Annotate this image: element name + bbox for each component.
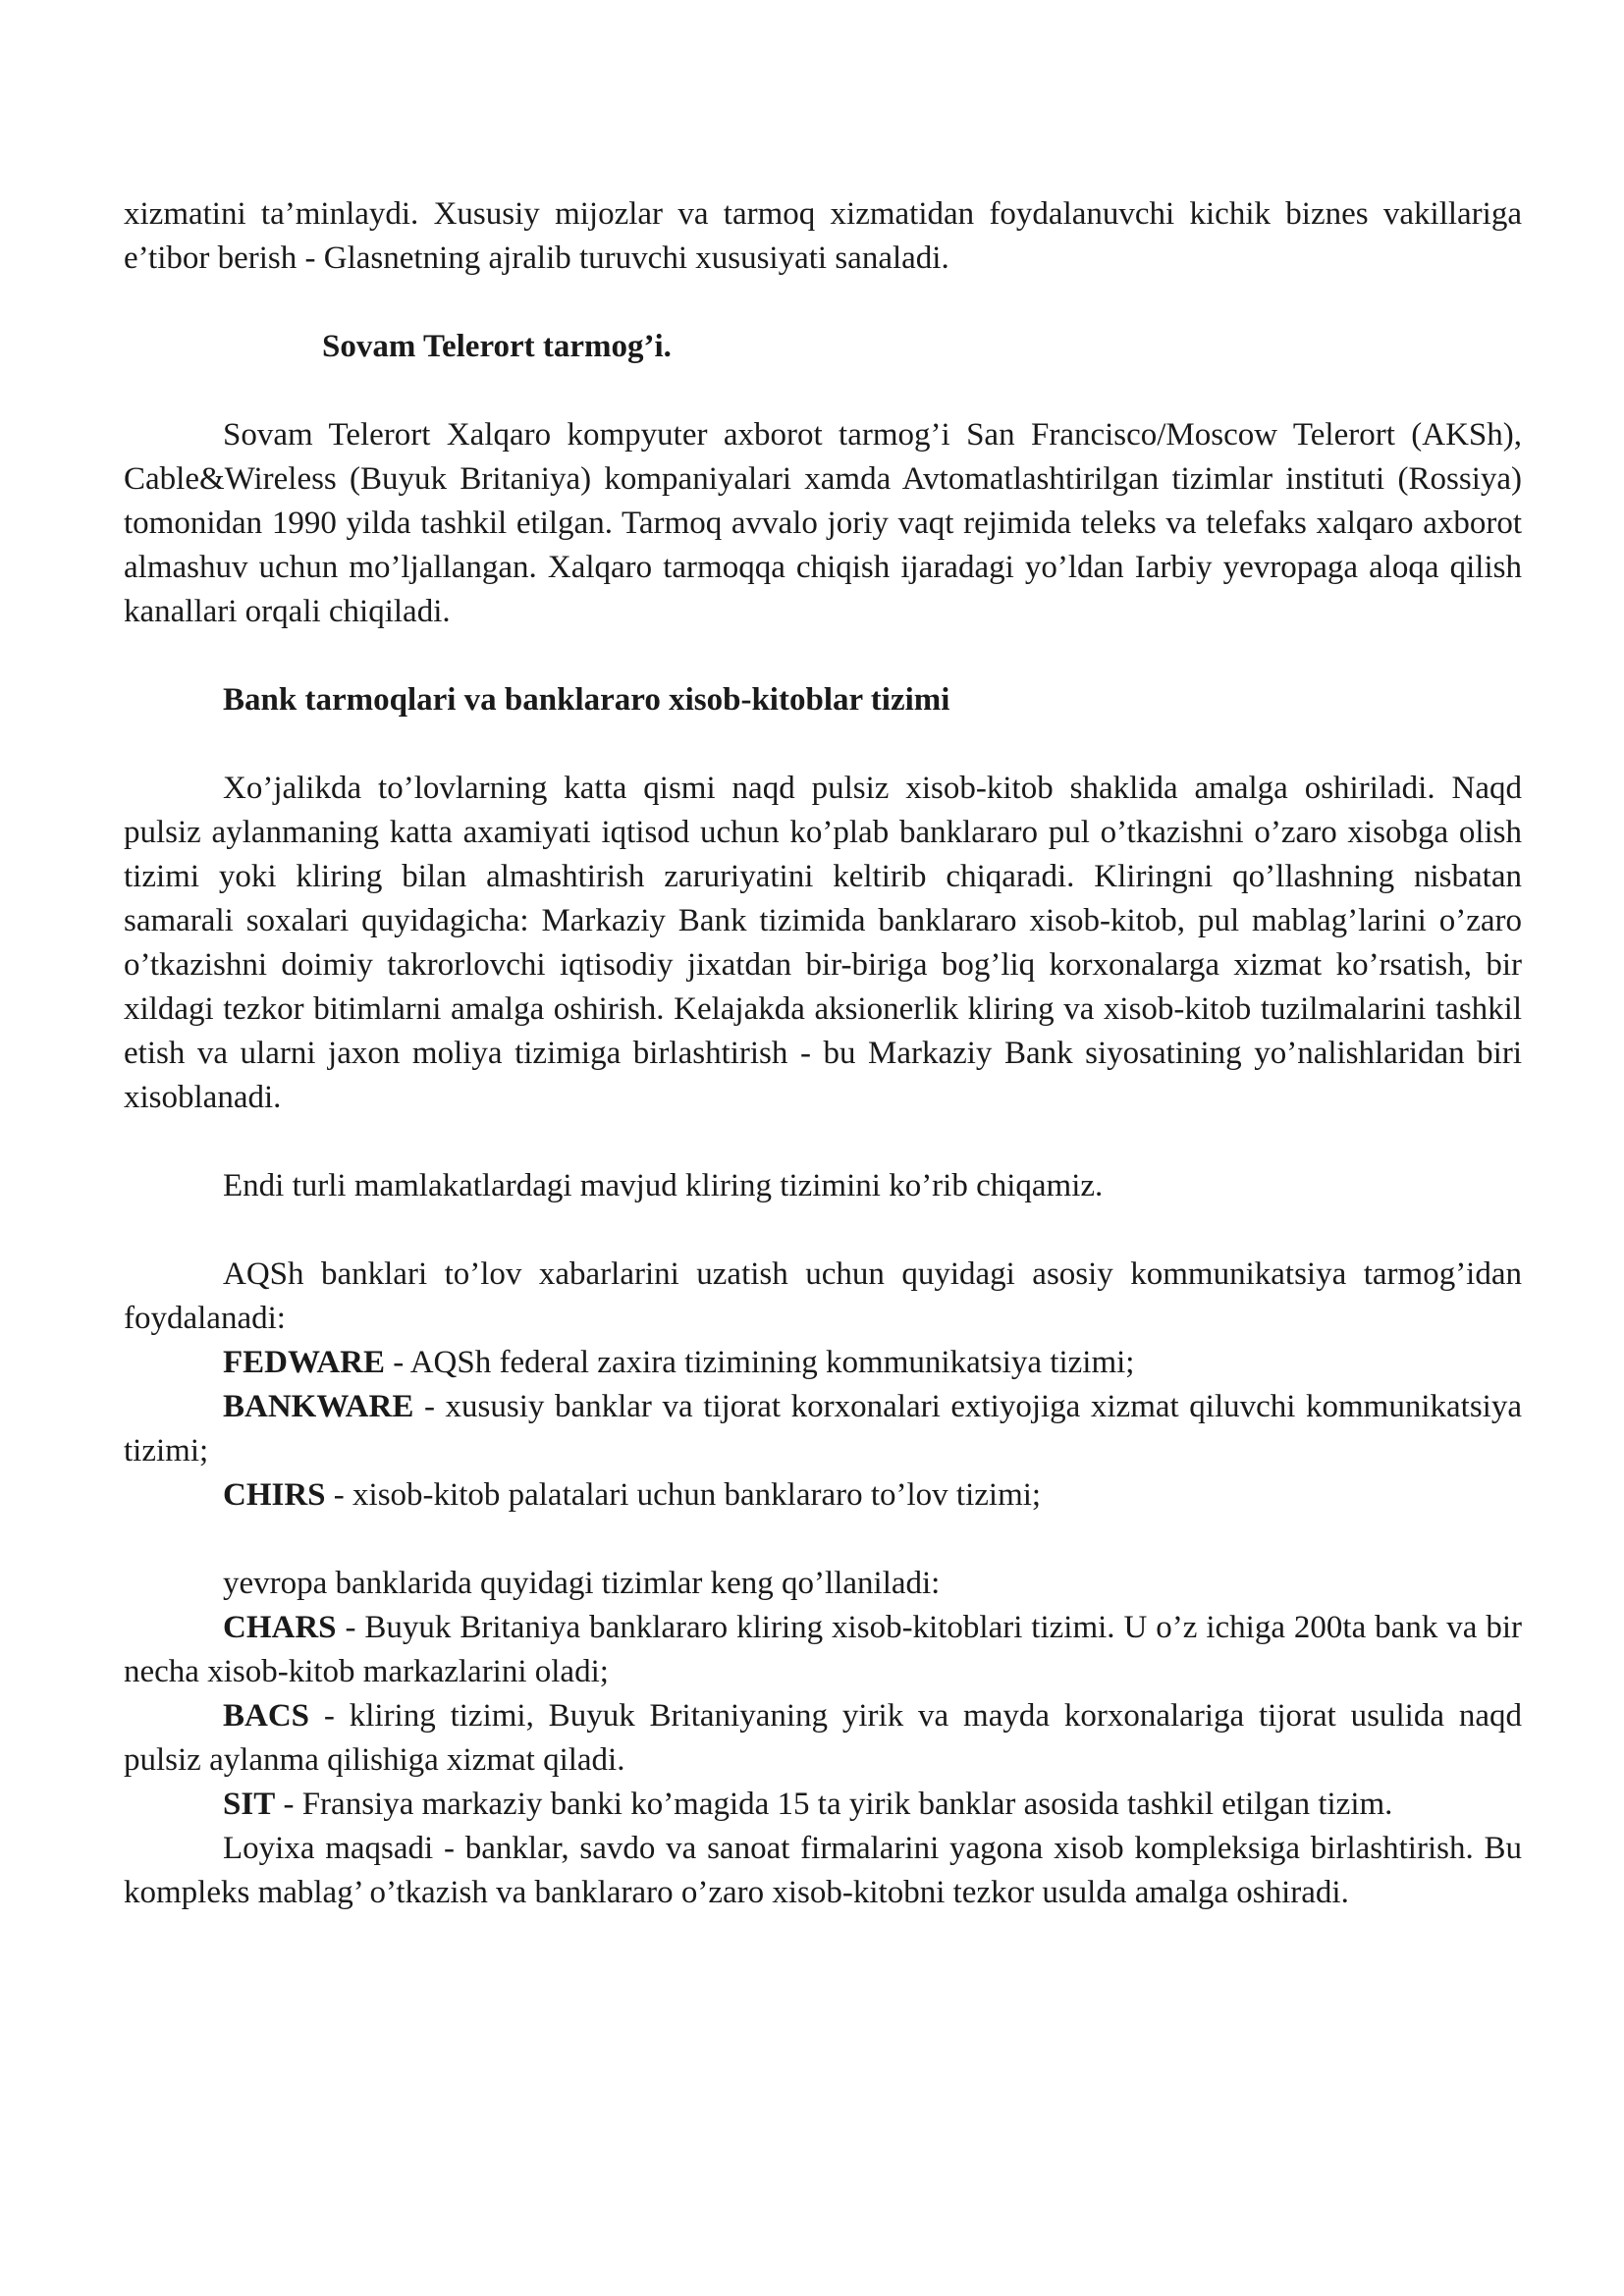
- endi-paragraph: Endi turli mamlakatlardagi mavjud kliring tizimini ko’rib chiqamiz.: [223, 1168, 1104, 1203]
- loyixa-paragraph: Loyixa maqsadi - banklar, savdo va sanoat firmalarini yagona xisob kompleksiga birlashtirish. Bu kompleks mablag’ o’tkazish va banklararo o’zaro xisob-kitobni tezkor usulda amalga oshiradi.: [124, 1831, 1522, 1910]
- desc-chars: - Buyuk Britaniya banklararo kliring xisob-kitoblari tizimi. U o’z ichiga 200ta bank va bir necha xisob-kitob markazlarini oladi;: [124, 1610, 1522, 1689]
- term-bankware: BANKWARE: [223, 1389, 414, 1424]
- list-item-sit: [124, 1783, 1522, 1827]
- list-item-chars: [124, 1606, 1522, 1694]
- term-chars: CHARS: [223, 1610, 337, 1645]
- sovam-paragraph: Sovam Telerort Xalqaro kompyuter axborot tarmog’i San Francisco/Moscow Telerort (AKSh), Cable&Wireless (Buyuk Britaniya) kompaniyalari xamda Avtomatlashtirilgan tizimlar instituti (Rossiya) tomonidan 1990 yilda tashkil etilgan. Tarmoq avvalo joriy vaqt rejimida teleks va telefaks xalqaro axborot almashuv uchun mo’ljallangan. Xalqaro tarmoqqa chiqish ijaradagi yo’ldan Iarbiy yevropaga aloqa qilish kanallari orqali chiqiladi.: [124, 417, 1522, 629]
- bank-paragraph: Xo’jalikda to’lovlarning katta qismi naqd pulsiz xisob-kitob shaklida amalga oshiriladi. Naqd pulsiz aylanmaning katta axamiyati iqtisod uchun ko’plab banklararo pul o’tkazishni o’zaro xisobga olish tizimi yoki kliring bilan almashtirish zaruriyatini keltirib chiqaradi. Kliringni qo’llashning nisbatan samarali soxalari quyidagicha: Markaziy Bank tizimida banklararo xisob-kitob, pul mablag’larini o’zaro o’tkazishni doimiy takrorlovchi iqtisodiy jixatdan bir-biriga bog’liq korxonalarga xizmat ko’rsatish, bir xildagi tezkor bitimlarni amalga oshirish. Kelajakda aksionerlik kliring va xisob-kitob tuzilmalarini tashkil etish va ularni jaxon moliya tizimiga birlashtirish - bu Markaziy Bank siyosatining yo’nalishlaridan biri xisoblanadi.: [124, 771, 1522, 1115]
- list-item-fedware: [124, 1341, 1522, 1385]
- desc-chirs: - xisob-kitob palatalari uchun banklararo to’lov tizimi;: [325, 1477, 1042, 1513]
- desc-bankware: - xususiy banklar va tijorat korxonalari extiyojiga xizmat qiluvchi kommunikatsiya tizimi;: [124, 1389, 1522, 1468]
- sovam-heading: Sovam Telerort tarmog’i.: [322, 329, 672, 364]
- desc-bacs: - kliring tizimi, Buyuk Britaniyaning yirik va mayda korxonalariga tijorat usulida naqd pulsiz aylanma qilishiga xizmat qiladi.: [124, 1698, 1522, 1778]
- bank-heading: Bank tarmoqlari va banklararo xisob-kitoblar tizimi: [223, 682, 950, 718]
- document-page: [124, 192, 1522, 1915]
- term-fedware: FEDWARE: [223, 1345, 386, 1380]
- term-sit: SIT: [223, 1787, 276, 1822]
- list-item-bankware: [124, 1385, 1522, 1473]
- term-bacs: BACS: [223, 1698, 310, 1734]
- intro-paragraph: xizmatini ta’minlaydi. Xususiy mijozlar va tarmoq xizmatidan foydalanuvchi kichik biznes vakillariga e’tibor berish - Glasnetning ajralib turuvchi xususiyati sanaladi.: [124, 196, 1522, 276]
- desc-sit: - Fransiya markaziy banki ko’magida 15 ta yirik banklar asosida tashkil etilgan tizim.: [275, 1787, 1393, 1822]
- term-chirs: CHIRS: [223, 1477, 326, 1513]
- yevropa-paragraph: yevropa banklarida quyidagi tizimlar keng qo’llaniladi:: [223, 1566, 941, 1601]
- desc-fedware: - AQSh federal zaxira tizimining kommunikatsiya tizimi;: [385, 1345, 1135, 1380]
- list-item-chirs: [124, 1473, 1522, 1518]
- aqsh-paragraph: AQSh banklari to’lov xabarlarini uzatish uchun quyidagi asosiy kommunikatsiya tarmog’idan foydalanadi:: [124, 1256, 1522, 1336]
- list-item-bacs: [124, 1694, 1522, 1783]
